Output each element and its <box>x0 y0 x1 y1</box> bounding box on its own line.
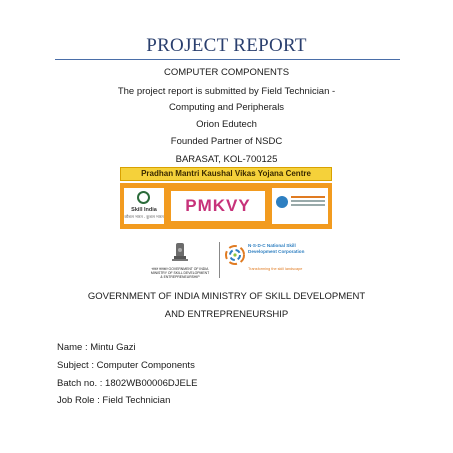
address-line: BARASAT, KOL-700125 <box>175 154 278 165</box>
skill-india-emblem-icon <box>137 191 150 204</box>
nsdc-emblem-icon <box>276 196 288 208</box>
govt-emblem-caption: भारत सरकार GOVERNMENT OF INDIA MINISTRY OF SKILL DEVELOPMENT & ENTREPRENEURSHIP <box>150 267 210 279</box>
course-line: Computing and Peripherals <box>168 102 285 113</box>
detail-subject: Subject : Computer Components <box>57 360 195 371</box>
partner-line: Founded Partner of NSDC <box>170 136 283 147</box>
pmkvy-centre-banner: Pradhan Mantri Kaushal Vikas Yojana Centre <box>120 167 332 181</box>
skill-india-logo <box>124 188 164 224</box>
ashoka-emblem-icon <box>150 241 210 267</box>
logo-separator <box>219 242 220 278</box>
nsdc-tagline: Transforming the skill landscape <box>248 267 303 271</box>
govt-emblem-logo <box>150 241 210 283</box>
skill-india-text: Skill India <box>131 207 157 213</box>
detail-name: Name : Mintu Gazi <box>57 342 136 353</box>
pmkvy-logo <box>171 191 265 221</box>
title-underline <box>55 59 400 60</box>
institute-line: Orion Edutech <box>196 119 257 130</box>
detail-job-role: Job Role : Field Technician <box>57 395 171 406</box>
skill-india-subtext: कौशल भारत - कुशल भारत <box>124 214 164 219</box>
pmkvy-logo-text: PMKVY <box>185 196 251 215</box>
ministry-line-1: GOVERNMENT OF INDIA MINISTRY OF SKILL DEVELOPMENT <box>87 291 366 302</box>
ministry-line-2: AND ENTREPRENEURSHIP <box>164 309 289 320</box>
nsdc-swirl-icon <box>224 244 246 266</box>
submission-line: The project report is submitted by Field Technician - <box>117 86 336 97</box>
subject-heading: COMPUTER COMPONENTS <box>163 67 290 78</box>
nsdc-logo-title: N·S·D·C National Skill Development Corporation <box>248 243 305 254</box>
nsdc-logo <box>224 242 314 280</box>
page-title: PROJECT REPORT <box>146 35 307 56</box>
nsdc-small-logo <box>272 188 328 224</box>
detail-batch: Batch no. : 1802WB00006DJELE <box>57 378 198 389</box>
